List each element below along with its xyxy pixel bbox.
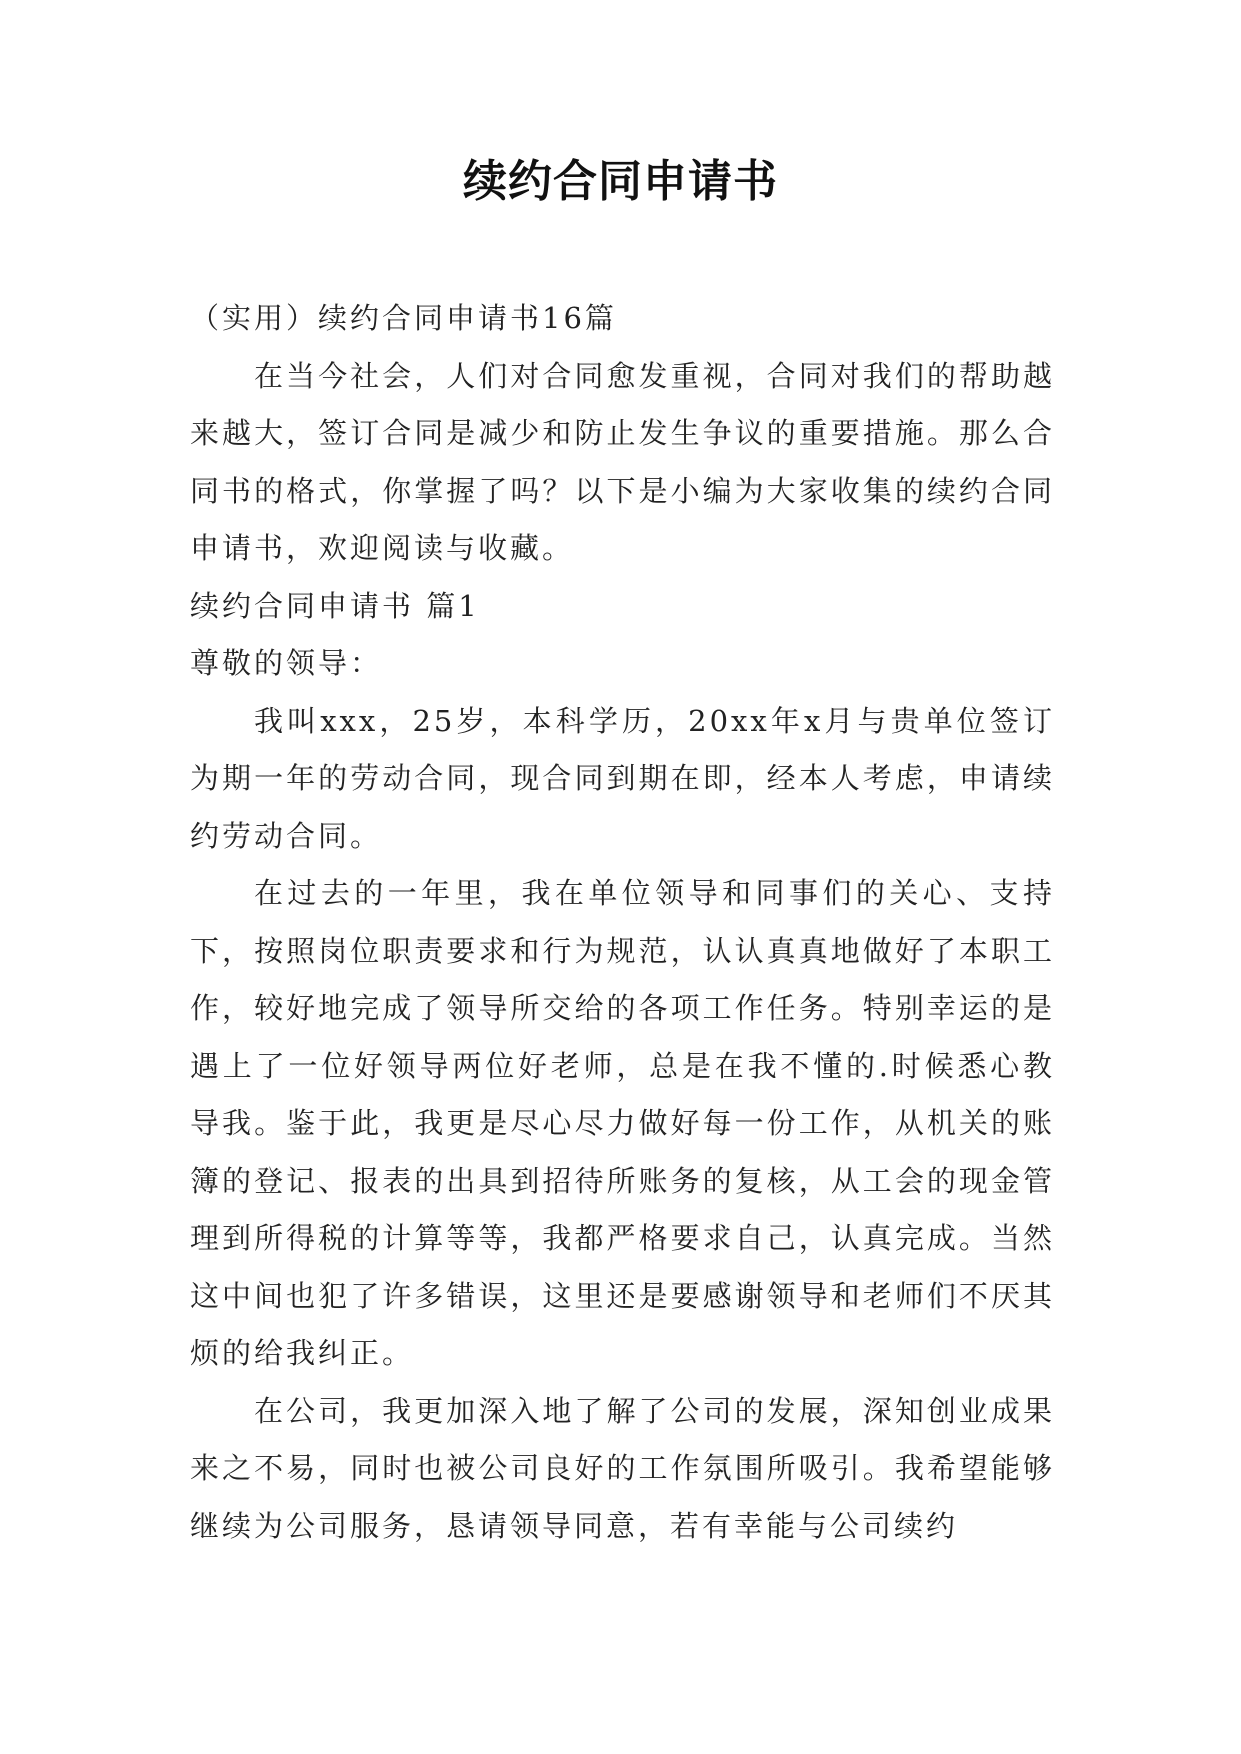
- body-paragraph: 在过去的一年里，我在单位领导和同事们的关心、支持下，按照岗位职责要求和行为规范，认认真真地做好了本职工作，较好地完成了领导所交给的各项工作任务。特别幸运的是遇上了一位好领导两位好老师，总是在我不懂的.时候悉心教导我。鉴于此，我更是尽心尽力做好每一份工作，从机关的账簿的登记、报表的出具到招待所账务的复核，从工会的现金管理到所得税的计算等等，我都严格要求自己，认真完成。当然这中间也犯了许多错误，这里还是要感谢领导和老师们不厌其烦的给我纠正。: [190, 876, 1055, 1370]
- intro-paragraph: 在当今社会，人们对合同愈发重视，合同对我们的帮助越来越大，签订合同是减少和防止发生争议的重要措施。那么合同书的格式，你掌握了吗？以下是小编为大家收集的续约合同申请书，欢迎阅读与收藏。: [190, 358, 1055, 565]
- body-paragraph: 在公司，我更加深入地了解了公司的发展，深知创业成果来之不易，同时也被公司良好的工作氛围所吸引。我希望能够继续为公司服务，恳请领导同意，若有幸能与公司续约: [190, 1393, 1055, 1543]
- section-heading: 续约合同申请书 篇1: [190, 588, 480, 623]
- document-body: [190, 290, 1055, 1555]
- document-subtitle: （实用）续约合同申请书16篇: [190, 301, 617, 335]
- body-paragraph: 我叫xxx，25岁，本科学历，20xx年x月与贵单位签订为期一年的劳动合同，现合同到期在即，经本人考虑，申请续约劳动合同。: [190, 703, 1055, 853]
- document-title: 续约合同申请书: [463, 156, 778, 207]
- salutation: 尊敬的领导：: [190, 646, 383, 680]
